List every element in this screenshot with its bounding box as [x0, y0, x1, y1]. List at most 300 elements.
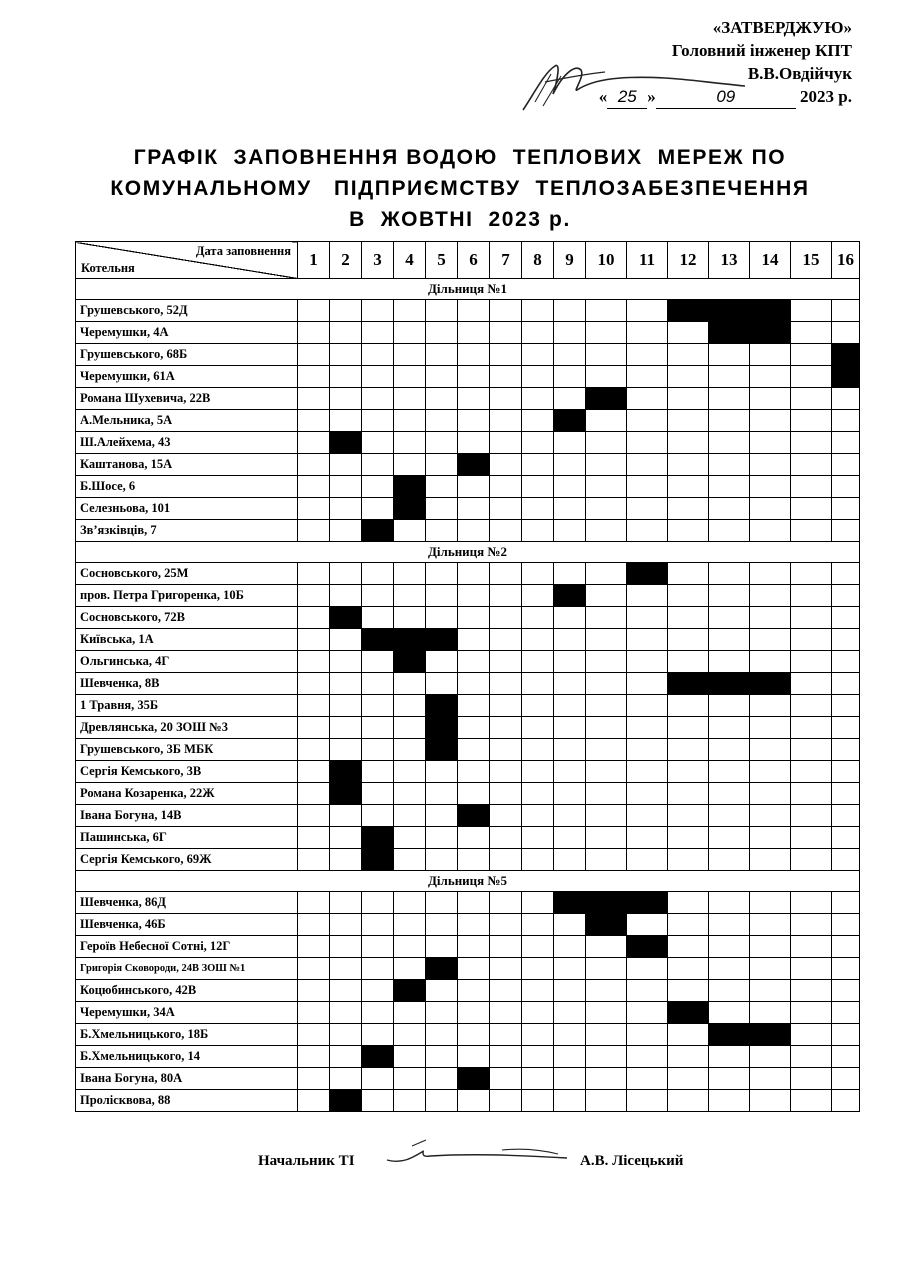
day-cell [298, 388, 330, 410]
day-cell [791, 520, 832, 542]
day-cell [627, 432, 668, 454]
table-row [76, 607, 860, 629]
day-cell [458, 673, 490, 695]
table-row [76, 1002, 860, 1024]
day-cell [791, 585, 832, 607]
day-cell [522, 300, 554, 322]
day-cell [458, 980, 490, 1002]
day-cell [426, 761, 458, 783]
day-cell [709, 585, 750, 607]
day-cell [554, 695, 586, 717]
day-cell [586, 498, 627, 520]
day-cell [586, 410, 627, 432]
day-cell [490, 432, 522, 454]
day-cell [791, 344, 832, 366]
boiler-name: Черемушки, 34А [76, 1002, 298, 1024]
day-cell [362, 958, 394, 980]
day-cell [709, 761, 750, 783]
filled-day-cell [832, 366, 860, 388]
day-cell [362, 914, 394, 936]
table-row [76, 585, 860, 607]
boiler-name: Сосновського, 25М [76, 563, 298, 585]
day-cell [458, 432, 490, 454]
day-cell [791, 783, 832, 805]
day-cell [490, 410, 522, 432]
day-cell [668, 585, 709, 607]
day-cell [832, 958, 860, 980]
table-row [76, 936, 860, 958]
filled-day-cell [426, 717, 458, 739]
day-cell [832, 980, 860, 1002]
day-header-15: 15 [791, 242, 832, 279]
day-cell [750, 388, 791, 410]
day-cell [426, 892, 458, 914]
section-title: Дільниця №5 [76, 871, 860, 892]
day-cell [362, 344, 394, 366]
day-cell [362, 739, 394, 761]
day-cell [586, 980, 627, 1002]
table-row [76, 827, 860, 849]
day-cell [458, 498, 490, 520]
day-cell [458, 585, 490, 607]
day-header-11: 11 [627, 242, 668, 279]
table-row [76, 849, 860, 871]
day-cell [298, 563, 330, 585]
boiler-name: Зв’язківців, 7 [76, 520, 298, 542]
filled-day-cell [709, 300, 750, 322]
day-cell [522, 1024, 554, 1046]
day-cell [330, 827, 362, 849]
day-header-9: 9 [554, 242, 586, 279]
day-cell [298, 1024, 330, 1046]
boiler-name: Івана Богуна, 80А [76, 1068, 298, 1090]
table-row [76, 563, 860, 585]
day-cell [554, 520, 586, 542]
filled-day-cell [426, 695, 458, 717]
day-cell [627, 454, 668, 476]
day-cell [750, 629, 791, 651]
day-cell [490, 344, 522, 366]
day-cell [330, 322, 362, 344]
filling-schedule-table [75, 241, 860, 1112]
section-title: Дільниця №2 [76, 542, 860, 563]
day-cell [362, 673, 394, 695]
day-cell [627, 717, 668, 739]
filled-day-cell [554, 892, 586, 914]
day-cell [627, 476, 668, 498]
table-row [76, 1024, 860, 1046]
day-cell [750, 366, 791, 388]
day-cell [791, 936, 832, 958]
table-row [76, 322, 860, 344]
header-date-label: Дата заповнення [195, 244, 291, 258]
approval-month: 09 [656, 85, 796, 109]
day-cell [627, 629, 668, 651]
day-cell [394, 914, 426, 936]
day-cell [627, 739, 668, 761]
day-header-13: 13 [709, 242, 750, 279]
day-cell [750, 958, 791, 980]
boiler-name: Івана Богуна, 14В [76, 805, 298, 827]
day-cell [554, 805, 586, 827]
day-cell [522, 410, 554, 432]
day-cell [458, 739, 490, 761]
day-cell [330, 476, 362, 498]
day-cell [522, 805, 554, 827]
day-cell [426, 300, 458, 322]
day-cell [490, 980, 522, 1002]
day-cell [298, 366, 330, 388]
day-cell [394, 454, 426, 476]
day-cell [362, 585, 394, 607]
day-cell [832, 761, 860, 783]
day-cell [490, 914, 522, 936]
approval-year: 2023 р. [800, 87, 852, 106]
day-cell [362, 410, 394, 432]
day-header-16: 16 [832, 242, 860, 279]
day-cell [832, 410, 860, 432]
day-cell [627, 366, 668, 388]
day-cell [490, 498, 522, 520]
filled-day-cell [750, 1024, 791, 1046]
boiler-name: Пролісквова, 88 [76, 1090, 298, 1112]
day-cell [426, 520, 458, 542]
day-header-12: 12 [668, 242, 709, 279]
filled-day-cell [394, 651, 426, 673]
day-cell [458, 958, 490, 980]
day-cell [362, 432, 394, 454]
day-cell [627, 322, 668, 344]
day-cell [394, 827, 426, 849]
day-cell [586, 300, 627, 322]
day-cell [627, 980, 668, 1002]
day-cell [426, 849, 458, 871]
filled-day-cell [627, 936, 668, 958]
filled-day-cell [458, 1068, 490, 1090]
day-cell [458, 1090, 490, 1112]
day-cell [554, 563, 586, 585]
day-cell [362, 300, 394, 322]
day-cell [750, 980, 791, 1002]
day-cell [458, 936, 490, 958]
day-cell [458, 1046, 490, 1068]
day-cell [709, 892, 750, 914]
table-row [76, 980, 860, 1002]
day-cell [750, 695, 791, 717]
day-cell [458, 410, 490, 432]
day-cell [791, 1068, 832, 1090]
day-cell [750, 498, 791, 520]
day-cell [426, 783, 458, 805]
day-cell [522, 761, 554, 783]
day-cell [554, 936, 586, 958]
header-boiler-label: Котельня [81, 261, 135, 275]
day-cell [458, 322, 490, 344]
day-cell [668, 322, 709, 344]
boiler-name: Романа Шухевича, 22В [76, 388, 298, 410]
day-cell [554, 827, 586, 849]
day-cell [490, 805, 522, 827]
day-cell [490, 673, 522, 695]
day-cell [586, 366, 627, 388]
day-cell [791, 805, 832, 827]
boiler-name: Сергія Кемського, 3В [76, 761, 298, 783]
day-cell [330, 629, 362, 651]
filled-day-cell [330, 432, 362, 454]
day-cell [709, 432, 750, 454]
footer-position: Начальник ТІ [258, 1153, 355, 1169]
day-cell [522, 520, 554, 542]
boiler-name: Селезньова, 101 [76, 498, 298, 520]
day-cell [458, 344, 490, 366]
day-cell [362, 783, 394, 805]
day-cell [458, 1024, 490, 1046]
day-cell [750, 1068, 791, 1090]
day-cell [554, 366, 586, 388]
day-cell [298, 432, 330, 454]
day-cell [627, 827, 668, 849]
day-cell [791, 892, 832, 914]
day-cell [586, 827, 627, 849]
filled-day-cell [362, 1046, 394, 1068]
filled-day-cell [330, 783, 362, 805]
title-line-1: ГРАФІК ЗАПОВНЕННЯ ВОДОЮ ТЕПЛОВИХ МЕРЕЖ ПО [133, 146, 787, 169]
boiler-name: Каштанова, 15А [76, 454, 298, 476]
day-cell [832, 805, 860, 827]
filled-day-cell [362, 520, 394, 542]
table-row [76, 300, 860, 322]
boiler-name: Шевченка, 8В [76, 673, 298, 695]
day-cell [298, 607, 330, 629]
day-cell [394, 958, 426, 980]
day-cell [709, 1046, 750, 1068]
day-cell [586, 1090, 627, 1112]
day-cell [362, 607, 394, 629]
day-cell [668, 695, 709, 717]
day-cell [522, 1002, 554, 1024]
day-cell [586, 651, 627, 673]
day-cell [709, 1002, 750, 1024]
day-cell [668, 958, 709, 980]
day-cell [522, 476, 554, 498]
day-cell [522, 388, 554, 410]
day-cell [586, 936, 627, 958]
day-cell [330, 849, 362, 871]
day-header-4: 4 [394, 242, 426, 279]
day-cell [668, 607, 709, 629]
day-cell [490, 958, 522, 980]
day-cell [668, 892, 709, 914]
day-cell [586, 783, 627, 805]
day-cell [750, 717, 791, 739]
day-cell [490, 695, 522, 717]
day-cell [709, 388, 750, 410]
day-cell [330, 1046, 362, 1068]
day-cell [298, 914, 330, 936]
day-cell [791, 739, 832, 761]
filled-day-cell [394, 629, 426, 651]
day-cell [426, 498, 458, 520]
day-cell [791, 322, 832, 344]
filled-day-cell [586, 892, 627, 914]
day-cell [627, 849, 668, 871]
day-cell [394, 410, 426, 432]
day-cell [362, 476, 394, 498]
day-cell [426, 827, 458, 849]
table-row [76, 629, 860, 651]
day-cell [426, 563, 458, 585]
boiler-name: Героїв Небесної Сотні, 12Г [76, 936, 298, 958]
day-cell [791, 366, 832, 388]
day-cell [668, 783, 709, 805]
approval-date: « 25 » 09 2023 р. [599, 85, 852, 109]
day-cell [627, 695, 668, 717]
day-cell [554, 673, 586, 695]
day-cell [709, 629, 750, 651]
day-cell [458, 607, 490, 629]
day-cell [750, 892, 791, 914]
day-cell [554, 454, 586, 476]
day-cell [709, 651, 750, 673]
day-header-7: 7 [490, 242, 522, 279]
table-row [76, 344, 860, 366]
day-cell [554, 914, 586, 936]
day-cell [522, 651, 554, 673]
day-cell [586, 805, 627, 827]
day-cell [709, 980, 750, 1002]
day-cell [298, 827, 330, 849]
boiler-name: Б.Хмельницького, 14 [76, 1046, 298, 1068]
day-cell [522, 344, 554, 366]
table-row [76, 498, 860, 520]
day-cell [668, 629, 709, 651]
day-cell [627, 498, 668, 520]
filled-day-cell [832, 344, 860, 366]
day-cell [668, 914, 709, 936]
approval-name: В.В.Овдійчук [747, 64, 852, 83]
day-cell [458, 476, 490, 498]
approval-heading: «ЗАТВЕРДЖУЮ» [712, 18, 852, 37]
day-cell [298, 344, 330, 366]
day-cell [709, 454, 750, 476]
filled-day-cell [458, 454, 490, 476]
day-cell [832, 1002, 860, 1024]
day-cell [426, 432, 458, 454]
day-cell [750, 827, 791, 849]
day-cell [330, 366, 362, 388]
day-cell [586, 322, 627, 344]
day-cell [586, 585, 627, 607]
day-cell [709, 520, 750, 542]
day-cell [832, 498, 860, 520]
day-cell [668, 388, 709, 410]
day-cell [522, 454, 554, 476]
day-cell [394, 673, 426, 695]
boiler-name: Шевченка, 86Д [76, 892, 298, 914]
footer-name: А.В. Лісецький [580, 1153, 684, 1169]
day-cell [426, 388, 458, 410]
day-cell [362, 936, 394, 958]
day-cell [627, 914, 668, 936]
day-cell [554, 344, 586, 366]
day-cell [330, 980, 362, 1002]
day-cell [627, 410, 668, 432]
day-cell [362, 695, 394, 717]
day-cell [668, 563, 709, 585]
filled-day-cell [709, 1024, 750, 1046]
day-cell [330, 1002, 362, 1024]
day-cell [791, 980, 832, 1002]
day-cell [791, 717, 832, 739]
day-cell [832, 585, 860, 607]
filled-day-cell [362, 827, 394, 849]
day-cell [791, 388, 832, 410]
day-cell [458, 629, 490, 651]
day-cell [554, 498, 586, 520]
day-cell [490, 783, 522, 805]
day-cell [522, 914, 554, 936]
day-cell [586, 520, 627, 542]
day-cell [394, 761, 426, 783]
day-cell [394, 739, 426, 761]
day-cell [362, 805, 394, 827]
chief-signature-icon [382, 1136, 572, 1176]
day-cell [791, 432, 832, 454]
day-cell [832, 673, 860, 695]
day-cell [832, 454, 860, 476]
boiler-name: Коцюбинського, 42В [76, 980, 298, 1002]
day-cell [298, 300, 330, 322]
day-cell [586, 1046, 627, 1068]
table-row [76, 1090, 860, 1112]
day-cell [298, 585, 330, 607]
table-row [76, 761, 860, 783]
table-row [76, 520, 860, 542]
day-cell [554, 1002, 586, 1024]
day-cell [298, 739, 330, 761]
day-cell [394, 849, 426, 871]
day-cell [490, 1046, 522, 1068]
day-cell [554, 980, 586, 1002]
day-cell [554, 717, 586, 739]
boiler-name: Григорія Сковороди, 24В ЗОШ №1 [76, 958, 298, 980]
filled-day-cell [627, 892, 668, 914]
day-cell [490, 520, 522, 542]
day-cell [750, 1090, 791, 1112]
day-cell [668, 651, 709, 673]
day-cell [668, 849, 709, 871]
day-cell [458, 520, 490, 542]
day-cell [522, 827, 554, 849]
day-cell [522, 629, 554, 651]
day-cell [490, 717, 522, 739]
day-cell [522, 936, 554, 958]
day-cell [750, 454, 791, 476]
day-cell [832, 739, 860, 761]
day-cell [554, 1090, 586, 1112]
day-cell [750, 563, 791, 585]
day-cell [362, 651, 394, 673]
day-cell [791, 300, 832, 322]
day-cell [394, 805, 426, 827]
day-cell [426, 1024, 458, 1046]
day-cell [668, 520, 709, 542]
day-cell [522, 498, 554, 520]
day-cell [832, 914, 860, 936]
day-cell [362, 1068, 394, 1090]
day-cell [522, 980, 554, 1002]
day-cell [832, 1046, 860, 1068]
